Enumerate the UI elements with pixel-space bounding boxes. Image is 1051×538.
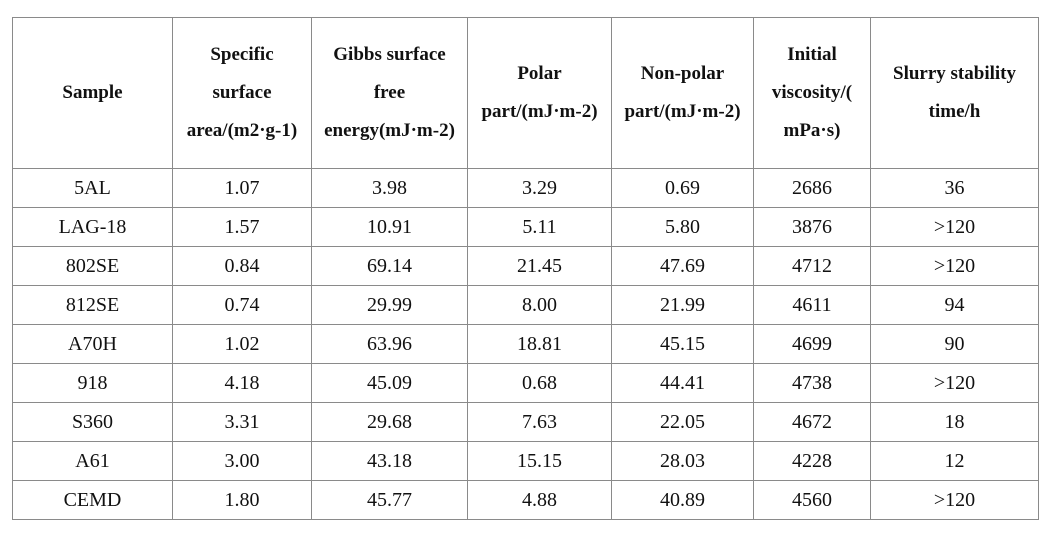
cell-sample: 918 bbox=[13, 364, 173, 403]
cell-slurry-stability-time: 94 bbox=[871, 286, 1039, 325]
header-slurry-stability-time bbox=[871, 18, 1039, 169]
header-label: Gibbs surface free energy(mJ·m-2) bbox=[324, 44, 455, 141]
cell-non-polar-part: 21.99 bbox=[612, 286, 754, 325]
header-label: Initial viscosity/(mPa·s) bbox=[771, 44, 853, 141]
table-row bbox=[13, 403, 1039, 442]
table-row bbox=[13, 325, 1039, 364]
cell-initial-viscosity: 4712 bbox=[754, 247, 871, 286]
cell-sample: 812SE bbox=[13, 286, 173, 325]
cell-initial-viscosity: 3876 bbox=[754, 208, 871, 247]
cell-specific-surface-area: 3.00 bbox=[173, 442, 312, 481]
header-label: Specific surface area/(m2·g-1) bbox=[186, 44, 298, 141]
table-body bbox=[13, 169, 1039, 520]
cell-slurry-stability-time: >120 bbox=[871, 247, 1039, 286]
header-label: Non-polar part/(mJ·m-2) bbox=[624, 63, 741, 122]
cell-polar-part: 5.11 bbox=[468, 208, 612, 247]
cell-initial-viscosity: 4228 bbox=[754, 442, 871, 481]
cell-sample: A70H bbox=[13, 325, 173, 364]
header-label: Slurry stability time/h bbox=[893, 63, 1016, 122]
table-row bbox=[13, 364, 1039, 403]
cell-sample: 802SE bbox=[13, 247, 173, 286]
cell-polar-part: 15.15 bbox=[468, 442, 612, 481]
cell-initial-viscosity: 4699 bbox=[754, 325, 871, 364]
cell-specific-surface-area: 1.07 bbox=[173, 169, 312, 208]
header-gibbs-surface-free-energy bbox=[312, 18, 468, 169]
cell-polar-part: 3.29 bbox=[468, 169, 612, 208]
header-row bbox=[13, 18, 1039, 169]
cell-sample: S360 bbox=[13, 403, 173, 442]
header-initial-viscosity bbox=[754, 18, 871, 169]
table-row bbox=[13, 247, 1039, 286]
cell-polar-part: 8.00 bbox=[468, 286, 612, 325]
cell-sample: LAG-18 bbox=[13, 208, 173, 247]
table-row bbox=[13, 208, 1039, 247]
cell-gibbs-surface-free-energy: 69.14 bbox=[312, 247, 468, 286]
cell-specific-surface-area: 0.74 bbox=[173, 286, 312, 325]
cell-initial-viscosity: 4672 bbox=[754, 403, 871, 442]
table-container bbox=[12, 17, 1039, 520]
cell-slurry-stability-time: >120 bbox=[871, 364, 1039, 403]
cell-specific-surface-area: 0.84 bbox=[173, 247, 312, 286]
cell-non-polar-part: 40.89 bbox=[612, 481, 754, 520]
header-label: Sample bbox=[62, 82, 123, 103]
cell-initial-viscosity: 4738 bbox=[754, 364, 871, 403]
cell-polar-part: 18.81 bbox=[468, 325, 612, 364]
header-non-polar-part bbox=[612, 18, 754, 169]
cell-gibbs-surface-free-energy: 45.09 bbox=[312, 364, 468, 403]
cell-non-polar-part: 47.69 bbox=[612, 247, 754, 286]
cell-polar-part: 4.88 bbox=[468, 481, 612, 520]
cell-slurry-stability-time: >120 bbox=[871, 481, 1039, 520]
cell-specific-surface-area: 4.18 bbox=[173, 364, 312, 403]
cell-non-polar-part: 0.69 bbox=[612, 169, 754, 208]
cell-polar-part: 7.63 bbox=[468, 403, 612, 442]
cell-sample: A61 bbox=[13, 442, 173, 481]
cell-gibbs-surface-free-energy: 29.68 bbox=[312, 403, 468, 442]
cell-gibbs-surface-free-energy: 10.91 bbox=[312, 208, 468, 247]
table-row bbox=[13, 286, 1039, 325]
cell-gibbs-surface-free-energy: 63.96 bbox=[312, 325, 468, 364]
cell-specific-surface-area: 1.80 bbox=[173, 481, 312, 520]
header-polar-part bbox=[468, 18, 612, 169]
cell-slurry-stability-time: 36 bbox=[871, 169, 1039, 208]
cell-sample: CEMD bbox=[13, 481, 173, 520]
cell-non-polar-part: 22.05 bbox=[612, 403, 754, 442]
cell-slurry-stability-time: 12 bbox=[871, 442, 1039, 481]
cell-gibbs-surface-free-energy: 3.98 bbox=[312, 169, 468, 208]
cell-slurry-stability-time: >120 bbox=[871, 208, 1039, 247]
table-row bbox=[13, 481, 1039, 520]
cell-gibbs-surface-free-energy: 43.18 bbox=[312, 442, 468, 481]
cell-gibbs-surface-free-energy: 29.99 bbox=[312, 286, 468, 325]
cell-specific-surface-area: 1.02 bbox=[173, 325, 312, 364]
data-table bbox=[12, 17, 1039, 520]
table-row bbox=[13, 442, 1039, 481]
cell-non-polar-part: 5.80 bbox=[612, 208, 754, 247]
cell-non-polar-part: 44.41 bbox=[612, 364, 754, 403]
table-row bbox=[13, 169, 1039, 208]
cell-non-polar-part: 28.03 bbox=[612, 442, 754, 481]
cell-non-polar-part: 45.15 bbox=[612, 325, 754, 364]
cell-sample: 5AL bbox=[13, 169, 173, 208]
cell-initial-viscosity: 4611 bbox=[754, 286, 871, 325]
cell-slurry-stability-time: 18 bbox=[871, 403, 1039, 442]
cell-polar-part: 21.45 bbox=[468, 247, 612, 286]
cell-specific-surface-area: 3.31 bbox=[173, 403, 312, 442]
header-specific-surface-area bbox=[173, 18, 312, 169]
cell-slurry-stability-time: 90 bbox=[871, 325, 1039, 364]
cell-initial-viscosity: 4560 bbox=[754, 481, 871, 520]
cell-initial-viscosity: 2686 bbox=[754, 169, 871, 208]
table-header bbox=[13, 18, 1039, 169]
header-sample bbox=[13, 18, 173, 169]
header-label: Polar part/(mJ·m-2) bbox=[481, 63, 598, 122]
cell-gibbs-surface-free-energy: 45.77 bbox=[312, 481, 468, 520]
cell-polar-part: 0.68 bbox=[468, 364, 612, 403]
cell-specific-surface-area: 1.57 bbox=[173, 208, 312, 247]
